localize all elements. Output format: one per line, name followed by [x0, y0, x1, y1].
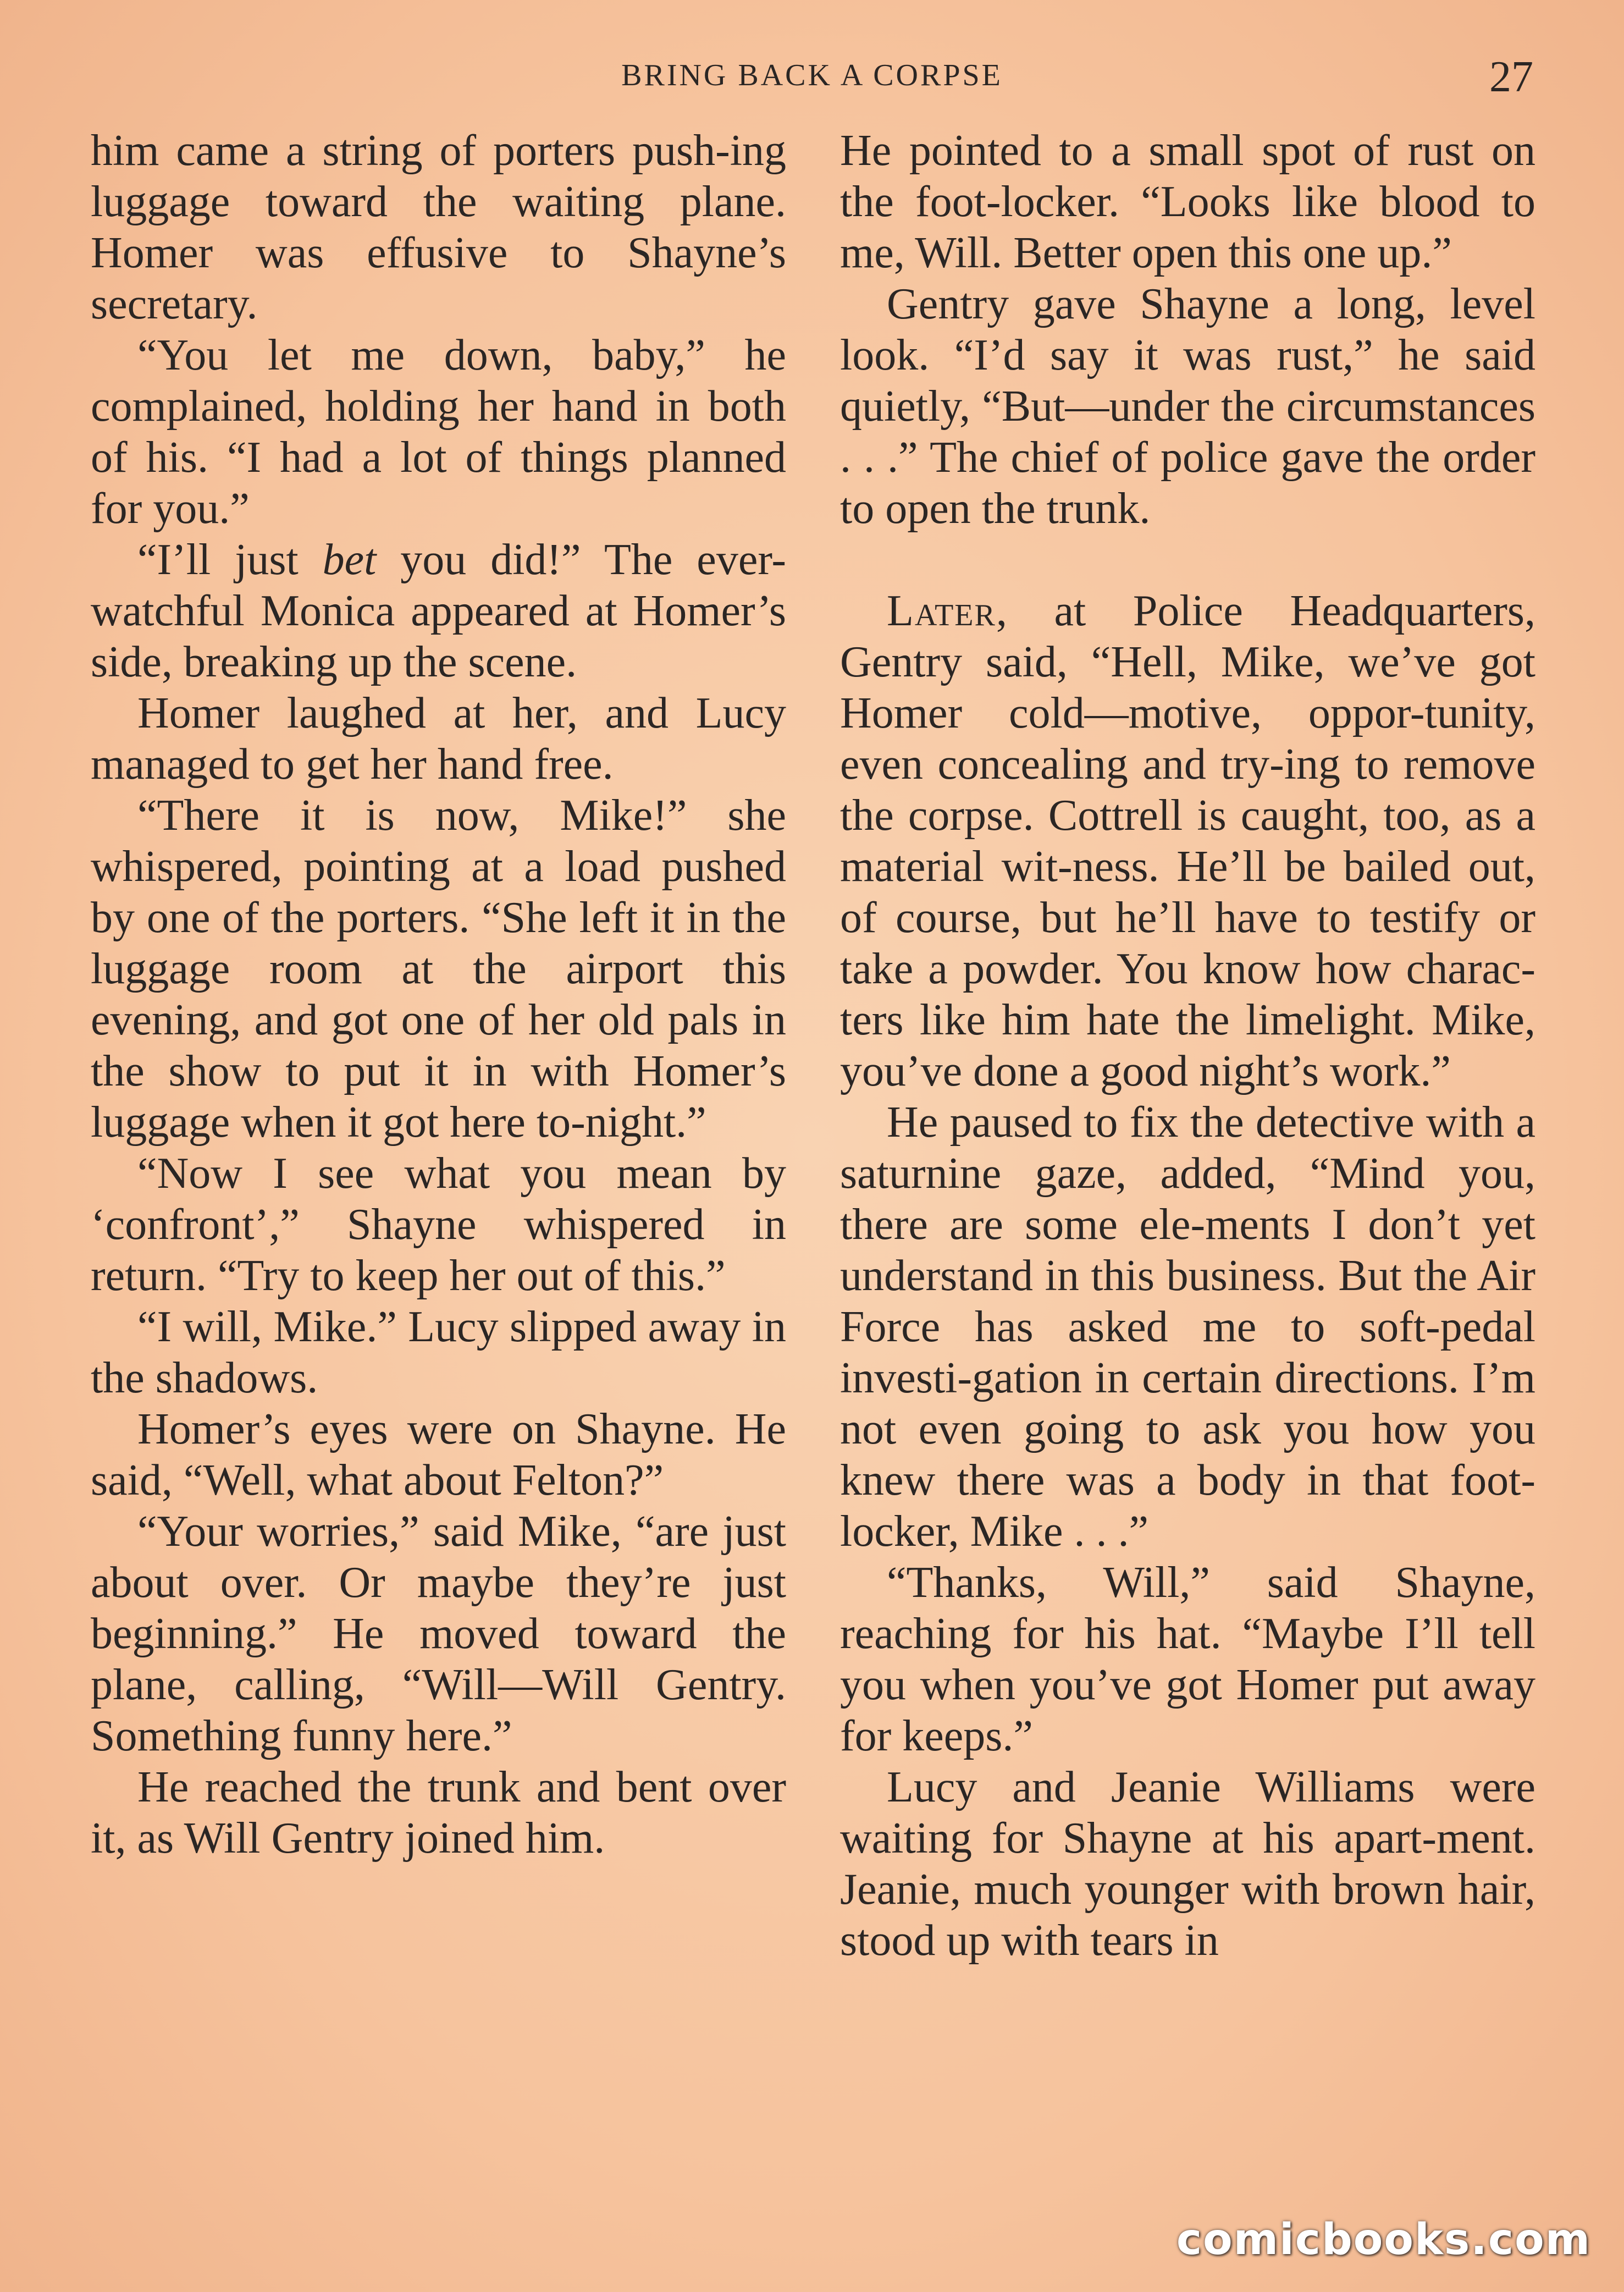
section-paragraph — [840, 586, 1535, 1097]
paragraph: “Your worries,” said Mike, “are just about over. Or maybe they’re just beginning.” He moved toward the plane, calling, “Will—Will Gentry. Something funny here.” — [91, 1507, 786, 1760]
right-column — [840, 125, 1535, 1966]
emphasis-text: bet — [322, 536, 377, 584]
paragraph: He paused to fix the detective with a saturnine gaze, added, “Mind you, there are some ele-ments I don’t yet understand in this business. But the Air Force has asked me to soft-pedal investi-gation in certain directions. I’m not even going to ask you how you knew there was a body in that foot-locker, Mike . . .” — [840, 1098, 1535, 1556]
section-lead-word: Later — [887, 587, 996, 635]
paragraph: Gentry gave Shayne a long, level look. “I’d say it was rust,” he said quietly, “But—under the circumstances . . .” The chief of police gave the order to open the trunk. — [840, 280, 1535, 533]
paragraph: “Now I see what you mean by ‘confront’,” Shayne whispered in return. “Try to keep her out of this.” — [91, 1149, 786, 1300]
page-number: 27 — [1489, 53, 1533, 101]
paragraph: him came a string of porters push-ing luggage toward the waiting plane. Homer was effusive to Shayne’s secretary. — [91, 126, 786, 328]
left-column — [91, 125, 786, 1864]
paragraph: “You let me down, baby,” he complained, holding her hand in both of his. “I had a lot of things planned for you.” — [91, 331, 786, 533]
paragraph-text: “I’ll just — [137, 536, 323, 584]
paragraph: “I will, Mike.” Lucy slipped away in the shadows. — [91, 1303, 786, 1402]
watermark: comicbooks.com — [1176, 2215, 1591, 2265]
paragraph-text: , at Police Headquarters, Gentry said, “Hell, Mike, we’ve got Homer cold—motive, oppor-tunity, even concealing and try-ing to remove the corpse. Cottrell is caught, too, as a material wit-ness. He’ll be bailed out, of course, but he’ll have to testify or take a powder. You know how charac-ters like him hate the limelight. Mike, you’ve done a good night’s work.” — [840, 587, 1535, 1095]
paragraph: Homer’s eyes were on Shayne. He said, “Well, what about Felton?” — [91, 1405, 786, 1505]
paragraph-text: you did!” The ever-watchful Monica appeared at Homer’s side, breaking up the scene. — [91, 536, 786, 686]
running-title: BRING BACK A CORPSE — [621, 58, 1003, 92]
paragraph: “There it is now, Mike!” she whispered, pointing at a load pushed by one of the porters. “She left it in the luggage room at the airport this evening, and got one of her old pals in the show to put it in with Homer’s luggage when it got here to-night.” — [91, 791, 786, 1147]
paragraph: He reached the trunk and bent over it, as Will Gentry joined him. — [91, 1763, 786, 1863]
paragraph: He pointed to a small spot of rust on the foot-locker. “Looks like blood to me, Will. Better open this one up.” — [840, 126, 1535, 277]
paragraph: Lucy and Jeanie Williams were waiting for Shayne at his apart-ment. Jeanie, much younger with brown hair, stood up with tears in — [840, 1763, 1535, 1965]
paragraph — [91, 535, 786, 688]
paragraph: Homer laughed at her, and Lucy managed to get her hand free. — [91, 689, 786, 789]
paragraph: “Thanks, Will,” said Shayne, reaching for his hat. “Maybe I’ll tell you when you’ve got Homer put away for keeps.” — [840, 1558, 1535, 1760]
